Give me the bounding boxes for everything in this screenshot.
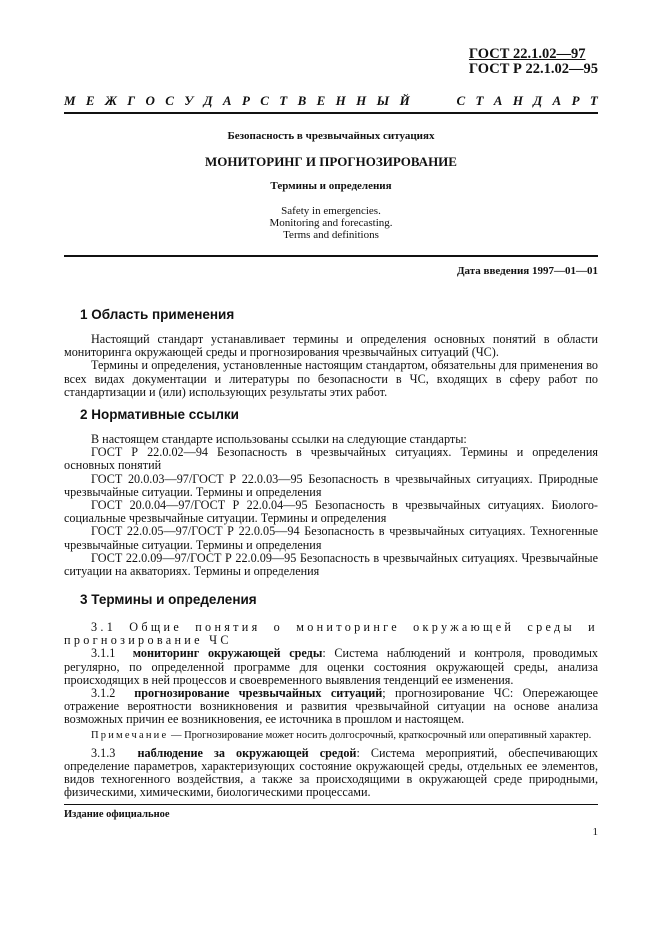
subsection-heading: 3.1 Общие понятия о мониторинге окружающей среды и прогнозирование ЧС — [64, 620, 598, 648]
reference-item: ГОСТ 20.0.03—97/ГОСТ Р 22.0.03—95 Безопасность в чрезвычайных ситуациях. Природные чрезвычайные ситуации. Термины и определения — [64, 471, 598, 499]
page-number: 1 — [592, 826, 598, 838]
section-references — [64, 407, 598, 578]
english-title — [64, 205, 598, 241]
term-name: мониторинг окружающей среды — [132, 646, 323, 661]
document-title: МОНИТОРИНГ И ПРОГНОЗИРОВАНИЕ — [205, 154, 457, 169]
banner-letter: Н — [512, 93, 523, 108]
english-title-line: Terms and definitions — [283, 229, 379, 241]
banner-letter: С — [260, 93, 269, 108]
term-entry — [64, 687, 598, 727]
standard-codes — [469, 47, 598, 76]
footer-divider — [64, 804, 598, 805]
paragraph: Термины и определения, установленные настоящим стандартом, обязательны для применения во всех видах документации и литературы по безопасности в ЧС, входящих в сферу работ по стандартизации и (или) использующих результаты этих работ. — [64, 358, 598, 399]
note-text: — Прогнозирование может носить долгосрочный, краткосрочный или оперативный характер. — [168, 729, 592, 741]
reference-item: ГОСТ 20.0.04—97/ГОСТ Р 22.0.04—95 Безопасность в чрезвычайных ситуациях. Биолого-социальные чрезвычайные ситуации. Термины и определения — [64, 498, 598, 526]
document-topic: Безопасность в чрезвычайных ситуациях — [227, 130, 435, 142]
section-heading: 2 Нормативные ссылки — [80, 407, 239, 422]
banner-letter: Г — [127, 93, 136, 108]
banner-letter: Т — [279, 93, 288, 108]
term-definition: : Система мероприятий, обеспечивающих определение параметров, характеризующих состояние окружающей среды, отдельных ее элементов, видов техногенного воздействия, а также за происходящими в окружающей среде природными, физическими, химическими, биологическими процессами. — [64, 745, 598, 800]
banner-letter: С — [165, 93, 174, 108]
banner-letter: М — [64, 93, 76, 108]
term-definition: : Система наблюдений и контроля, проводимых регулярно, по определенной программе для оценки состояния окружающей среды, анализа происходящих в ней процессов и своевременного выявления тенденций ее изменения. — [64, 646, 599, 687]
edition-label: Издание официальное — [64, 809, 170, 820]
term-entry — [64, 647, 598, 687]
banner-letter: Т — [589, 93, 598, 108]
banner-letter: Ж — [104, 93, 117, 108]
term-number: 3.1.1 — [91, 646, 116, 661]
banner-letter: Ы — [376, 93, 390, 108]
title-divider — [64, 255, 598, 257]
term-entry — [64, 747, 598, 800]
banner-letter: Т — [475, 93, 484, 108]
english-title-line: Safety in emergencies. — [281, 205, 381, 217]
banner-letter: А — [222, 93, 232, 108]
note — [64, 730, 598, 742]
standard-type-banner — [64, 93, 598, 109]
document-subtitle: Термины и определения — [270, 180, 392, 192]
banner-letter: А — [493, 93, 503, 108]
banner-letter: Н — [356, 93, 367, 108]
reference-item: ГОСТ 22.0.05—97/ГОСТ Р 22.0.05—94 Безопасность в чрезвычайных ситуациях. Техногенные чрезвычайные ситуации. Термины и определения — [64, 524, 598, 552]
reference-item: ГОСТ Р 22.0.02—94 Безопасность в чрезвычайных ситуациях. Термины и определения основных понятий — [64, 445, 598, 473]
banner-letter: Н — [335, 93, 346, 108]
reference-item: ГОСТ 22.0.09—97/ГОСТ Р 22.0.09—95 Безопасность в чрезвычайных ситуациях. Чрезвычайные ситуации на акваториях. Термины и определения — [64, 550, 598, 579]
term-number: 3.1.3 — [91, 745, 116, 760]
term-definition: ; прогнозирование ЧС: Опережающее отражение вероятности возникновения и развития чрезвычайной ситуации на основе анализа возможных причин ее возникновения, ее источника в прошлом и настоящем. — [64, 686, 599, 727]
banner-letter: Е — [316, 93, 326, 108]
banner-letter: Д — [533, 93, 543, 108]
banner-letter: Е — [85, 93, 95, 108]
interstate-code: ГОСТ 22.1.02—97 — [468, 46, 586, 62]
top-divider — [64, 112, 598, 114]
term-name: наблюдение за окружающей средой — [137, 745, 357, 760]
banner-letter: Д — [203, 93, 213, 108]
term-number: 3.1.2 — [91, 686, 116, 701]
english-title-line: Monitoring and forecasting. — [269, 217, 393, 229]
note-label: Примечание — [91, 729, 169, 741]
banner-letter: О — [145, 93, 155, 108]
section-terms — [64, 592, 598, 800]
banner-letter: Р — [571, 93, 580, 108]
term-name: прогнозирование чрезвычайных ситуаций — [134, 686, 383, 701]
paragraph: Настоящий стандарт устанавливает термины и определения основных понятий в области мониторинга окружающей среды и прогнозирования чрезвычайных ситуаций (ЧС). — [64, 332, 598, 360]
word-gap — [420, 93, 446, 109]
banner-letter: С — [456, 93, 466, 108]
banner-letter: А — [552, 93, 562, 108]
banner-letter: Р — [241, 93, 250, 108]
date-of-introduction: Дата введения 1997—01—01 — [456, 265, 598, 277]
banner-letter: Й — [399, 93, 410, 108]
national-code: ГОСТ Р 22.1.02—95 — [468, 60, 598, 77]
section-scope — [64, 307, 598, 399]
paragraph: В настоящем стандарте использованы ссылки на следующие стандарты: — [91, 432, 467, 446]
section-heading: 3 Термины и определения — [80, 592, 257, 607]
section-heading: 1 Область применения — [80, 307, 235, 322]
banner-letter: У — [184, 93, 194, 108]
banner-letter: В — [297, 93, 307, 108]
